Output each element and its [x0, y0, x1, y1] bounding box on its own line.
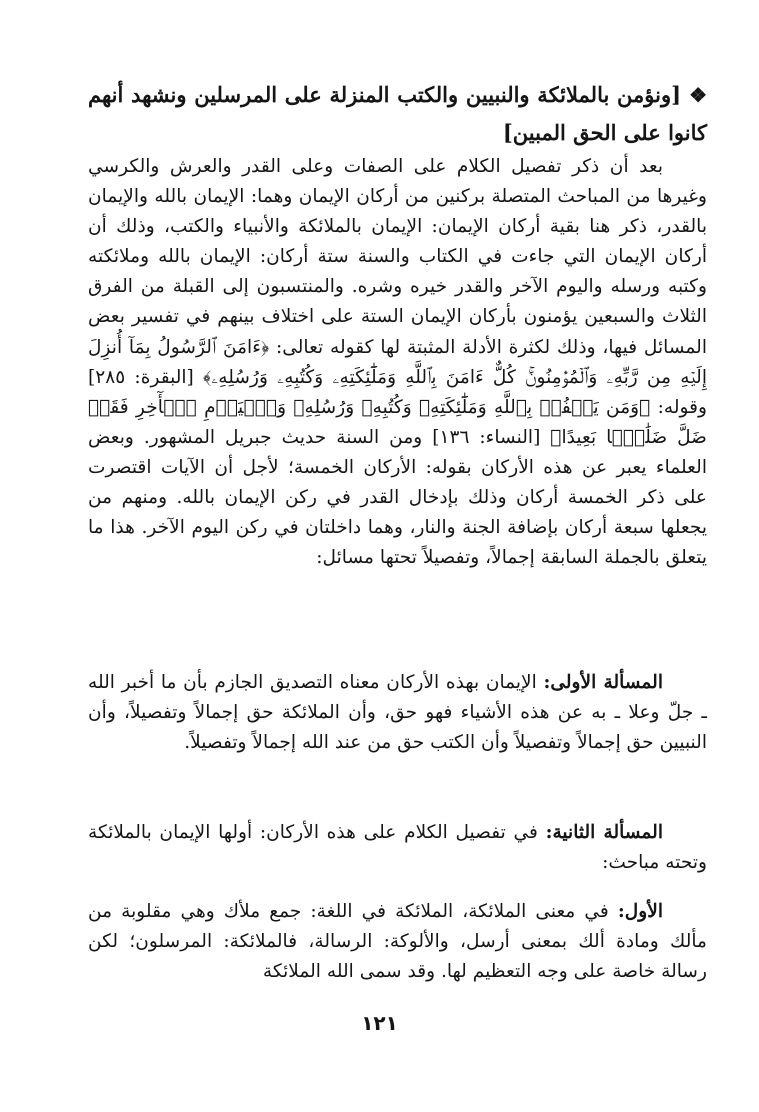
- section-heading: [88, 76, 707, 152]
- second-issue-title: المسألة الثانية:: [545, 822, 664, 843]
- first-issue-text: الإيمان بهذه الأركان معناه التصديق الجازم بأن ما أخبر الله ـ جلّ وعلا ـ به عن هذه الأشياء فهو حق، وأن الملائكة حق إجمالاً وتفصيلاً، وأن النبيين حق إجمالاً وتفصيلاً وأن الكتب حق من عند الله إجمالاً وتفصيلاً.: [88, 672, 707, 754]
- intro-paragraph: بعد أن ذكر تفصيل الكلام على الصفات وعلى القدر والعرش والكرسي وغيرها من المباحث المتصلة بركنين من أركان الإيمان وهما: الإيمان بالله والإيمان بالقدر، ذكر هنا بقية أركان الإيمان: الإيمان بالملائكة والأنبياء والكتب، وذلك أن أركان الإيمان التي جاءت في الكتاب والسنة ستة أركان: الإيمان بالله وملائكته وكتبه ورسله واليوم الآخر والقدر خيره وشره. والمنتسبون إلى القبلة من الفرق الثلاث والسبعين يؤمنون بأركان الإيمان الستة على اختلاف بينهم في تفسير بعض المسائل فيها، وذلك لكثرة الأدلة المثبتة لها كقوله تعالى: ﴿ءَامَنَ ٱلرَّسُولُ بِمَآ أُنزِلَ إِلَيۡهِ مِن رَّبِّهِۦ وَٱلۡمُؤۡمِنُونَۚ كُلٌّ ءَامَنَ بِٱللَّهِ وَمَلَٰٓئِكَتِهِۦ وَكُتُبِهِۦ وَرُسُلِهِۦ﴾ [البقرة: ٢٨٥] وقوله: ﴿وَمَن يَكۡفُرۡ بِٱللَّهِ وَمَلَٰٓئِكَتِهِۦ وَكُتُبِهِۦ وَرُسُلِهِۦ وَٱلۡيَوۡمِ ٱلۡأٓخِرِ فَقَدۡ ضَلَّ ضَلَٰلَۢا بَعِيدًا﴾ [النساء: ١٣٦] ومن السنة حديث جبريل المشهور. وبعض العلماء يعبر عن هذه الأركان بقوله: الأركان الخمسة؛ لأجل أن الآيات اقتصرت على ذكر الخمسة أركان وذلك بإدخال القدر في ركن الإيمان بالله. ومنهم من يجعلها سبعة أركان بإضافة الجنة والنار، وهما داخلتان في ركن اليوم الآخر. هذا ما يتعلق بالجملة السابقة إجمالاً، وتفصيلاً تحتها مسائل:: [88, 156, 707, 569]
- first-topic-paragraph: [88, 897, 707, 987]
- first-topic-text: في معنى الملائكة، الملائكة في اللغة: جمع ملأك وهي مقلوبة من مألك ومادة ألك بمعنى أرسل، والألوكة: الرسالة، فالملائكة: المرسلون؛ لكن رسالة خاصة على وجه التعظيم لها. وقد سمى الله الملائكة: [88, 901, 707, 983]
- first-topic-title: الأول:: [617, 901, 663, 922]
- bullet-diamond-icon: ❖: [689, 83, 707, 107]
- second-issue-paragraph: [88, 818, 707, 878]
- first-issue-paragraph: [88, 668, 707, 758]
- page-number: ١٢١: [361, 1011, 398, 1035]
- section-heading-text: [ونؤمن بالملائكة والنبيين والكتب المنزلة على المرسلين ونشهد أنهم كانوا على الحق المبين]: [88, 82, 707, 145]
- first-issue-title: المسألة الأولى:: [543, 672, 663, 693]
- second-issue-text: في تفصيل الكلام على هذه الأركان: أولها الإيمان بالملائكة وتحته مباحث:: [88, 822, 707, 874]
